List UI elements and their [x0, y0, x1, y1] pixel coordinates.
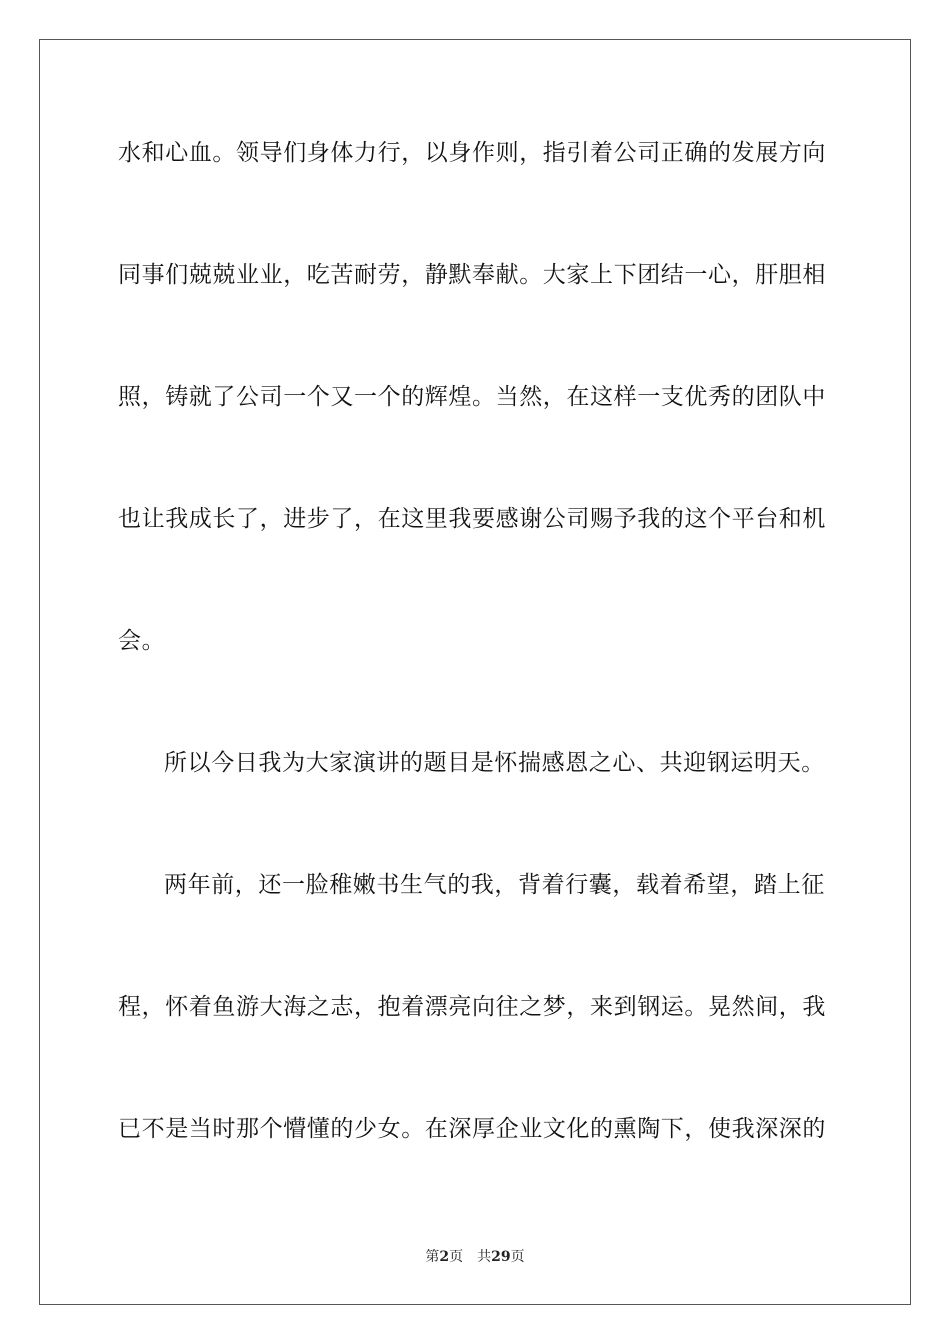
text-line-3: 照，铸就了公司一个又一个的辉煌。当然，在这样一支优秀的团队中 — [118, 384, 826, 410]
text-line-4: 也让我成长了，进步了，在这里我要感谢公司赐予我的这个平台和机 — [118, 506, 826, 532]
paragraph-start-2: 两年前，还一脸稚嫩书生气的我，背着行囊，载着希望，踏上征 — [164, 872, 825, 898]
page-footer — [40, 1248, 910, 1266]
paragraph-start-1: 所以今日我为大家演讲的题目是怀揣感恩之心、共迎钢运明天。 — [164, 750, 825, 776]
document-page — [39, 39, 911, 1305]
page-prefix: 第 — [425, 1249, 440, 1265]
total-prefix: 共 — [477, 1249, 492, 1265]
total-pages: 29 — [491, 1249, 511, 1265]
text-line-5: 会。 — [118, 628, 166, 654]
text-line-2: 同事们兢兢业业，吃苦耐劳，静默奉献。大家上下团结一心，肝胆相 — [118, 262, 826, 288]
page-number: 2 — [439, 1249, 450, 1265]
text-line-8: 程，怀着鱼游大海之志，抱着漂亮向往之梦，来到钢运。晃然间，我 — [118, 994, 826, 1020]
text-line-9: 已不是当时那个懵懂的少女。在深厚企业文化的熏陶下，使我深深的 — [118, 1116, 826, 1142]
total-suffix: 页 — [510, 1249, 525, 1265]
text-line-1: 水和心血。领导们身体力行，以身作则，指引着公司正确的发展方向 — [118, 140, 826, 166]
page-suffix: 页 — [449, 1249, 464, 1265]
